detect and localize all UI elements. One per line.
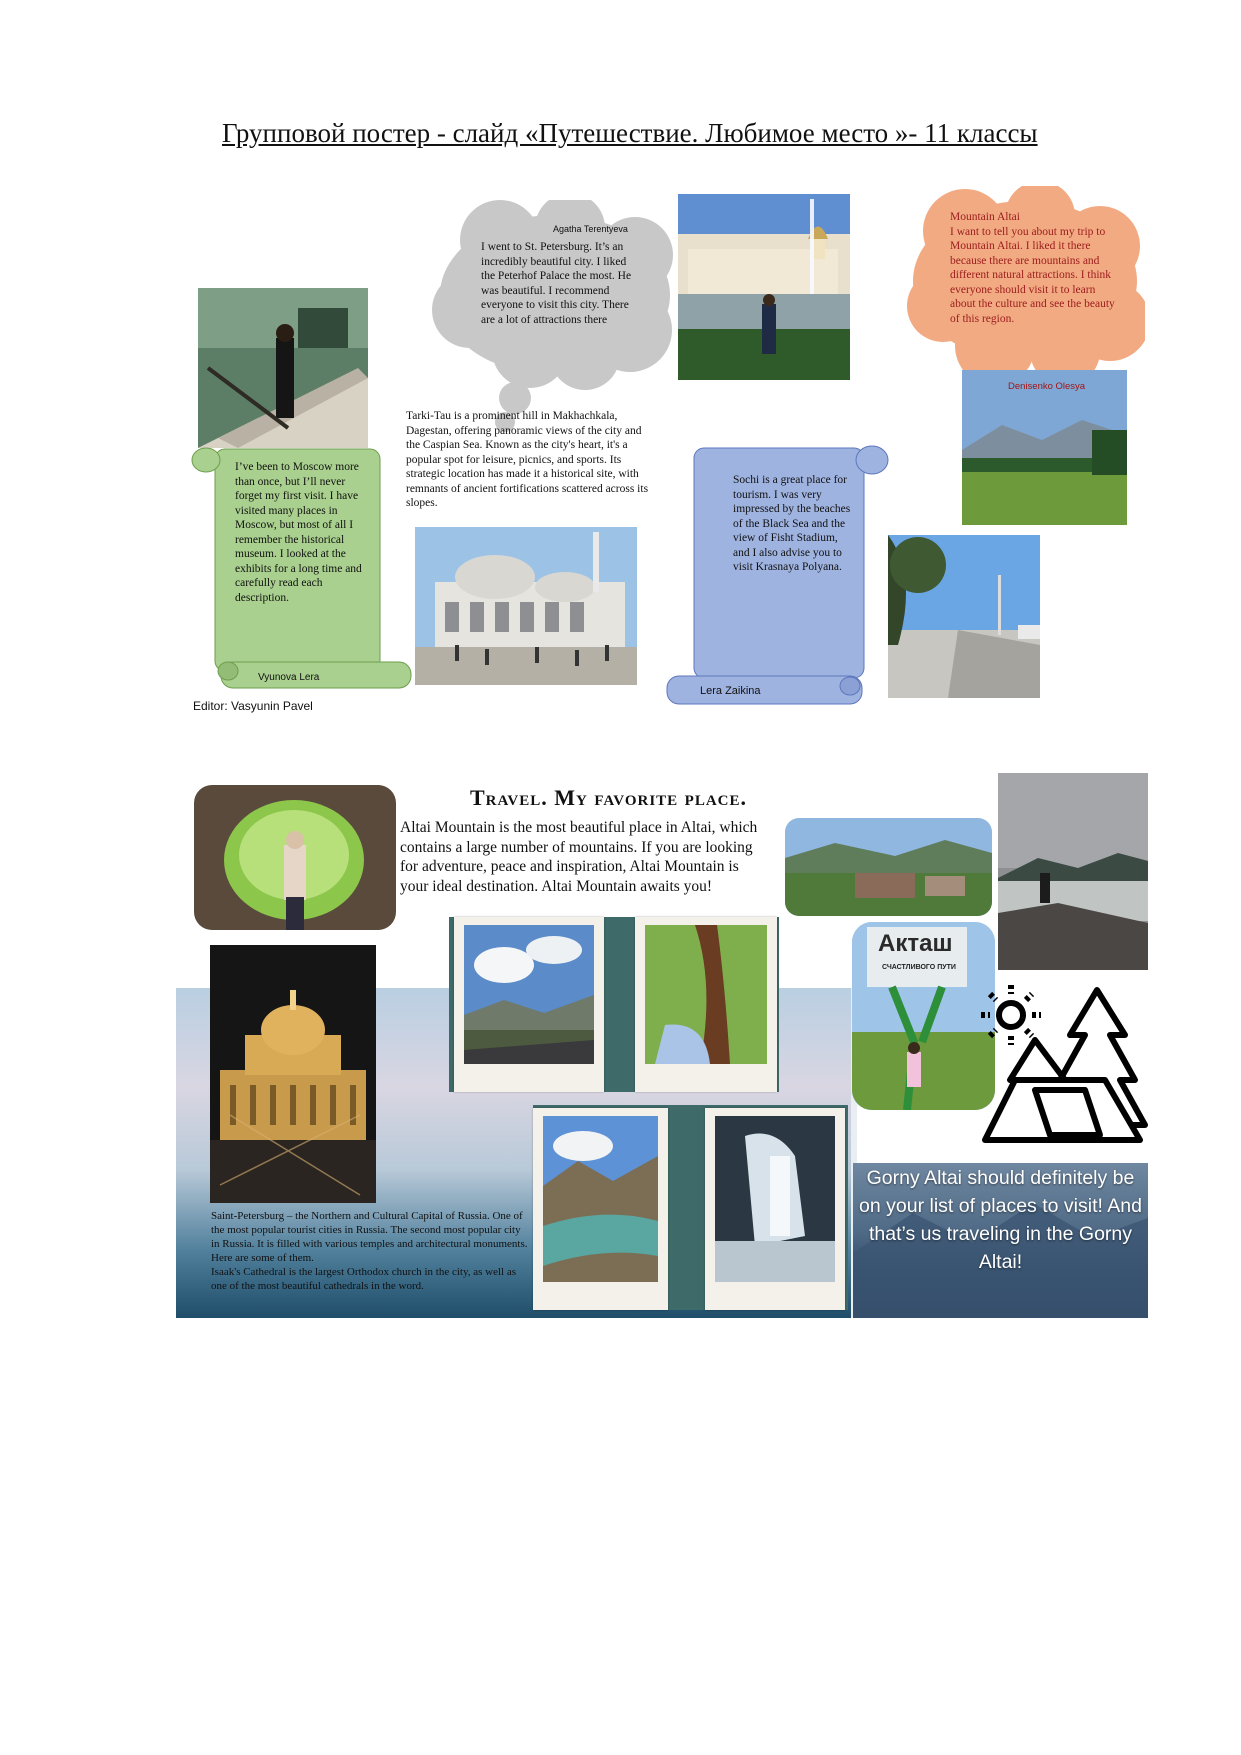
photo-mosque [415,527,637,685]
photo-isaac-cathedral [210,945,376,1203]
photo-aktash-sign [852,922,995,1110]
sochi-name: Lera Zaikina [700,685,761,697]
photo-moscow-staircase [198,288,368,448]
photo-cave [194,785,396,930]
page-title: Групповой постер - слайд «Путешествие. Любимое место »- 11 классы [222,118,1038,148]
polaroid-frozen-waterfall [705,1108,845,1310]
moscow-text: I’ve been to Moscow more than once, but I’ll never forget my first visit. I have visited many places in Moscow, but most of all I remember the historical museum. I looked at the exhibits for a long time and carefully read each description. [235,461,362,604]
photo-village [785,818,992,916]
spb-text: Saint-Petersburg – the Northern and Cultural Capital of Russia. One of the most popular tourist cities in Russia. The second most popular city in Russia. It is filled with various temples and architectural monuments. Here are some of them. Isaak's Cathedral is the largest Orthodox church in the city, as well as one of the most beautiful cathedrals in the word. [211,1210,528,1292]
photo-peterhof [678,194,850,380]
slide2-intro: Altai Mountain is the most beautiful place in Altai, which contains a large number of mountains. If you are looking for adventure, peace and inspiration, Altai Mountain is your ideal destination. Altai Mountain awaits you! [400,819,758,895]
polaroid-river-valley [533,1108,668,1310]
editor-credit: Editor: Vasyunin Pavel [193,699,313,713]
banner-text: Gorny Altai should definitely be on your list of places to visit! And that’s us traveling in the Gorny Altai! [859,1167,1142,1273]
sochi-text: Sochi is a great place for tourism. I was very impressed by the beaches of the Black Sea and the view of Fisht Stadium, and I also advise you to visit Krasnaya Polyana. [733,474,851,573]
slide2-title: Travel. My favorite place. [470,785,748,810]
agatha-name: Agatha Terentyeva [553,224,628,234]
camping-tent-icon [975,980,1148,1145]
polaroid-horse [635,917,777,1092]
sign-sub-text: СЧАСТЛИВОГО ПУТИ [882,964,956,971]
photo-river-rocks [998,773,1148,970]
tarki-text: Tarki-Tau is a prominent hill in Makhachkala, Dagestan, offering panoramic views of the city and the Caspian Sea. Known as the city's heart, it's a popular spot for leisure, picnics, and sports. Its strategic location has made it a historical site, with remnants of ancient fortifications scattered across its slopes. [406,410,649,509]
moscow-name: Vyunova Lera [258,672,320,683]
sign-main-text: Акташ [878,930,953,957]
altai-name: Denisenko Olesya [1008,381,1086,392]
photo-altai-meadow [962,370,1127,525]
polaroid-road [454,917,604,1092]
gorny-altai-banner [853,1163,1148,1318]
altai-text: Mountain Altai I want to tell you about my trip to Mountain Altai. I liked it there because there are mountains and different natural attractions. I think everyone should visit it to learn about the culture and see the beauty of this region. [950,211,1115,325]
photo-sochi-embankment [888,535,1040,698]
agatha-text: I went to St. Petersburg. It’s an incredibly beautiful city. I liked the Peterhof Palace the most. He was beautiful. I recommend everyone to visit this city. There are a lot of attractions there [481,241,632,326]
